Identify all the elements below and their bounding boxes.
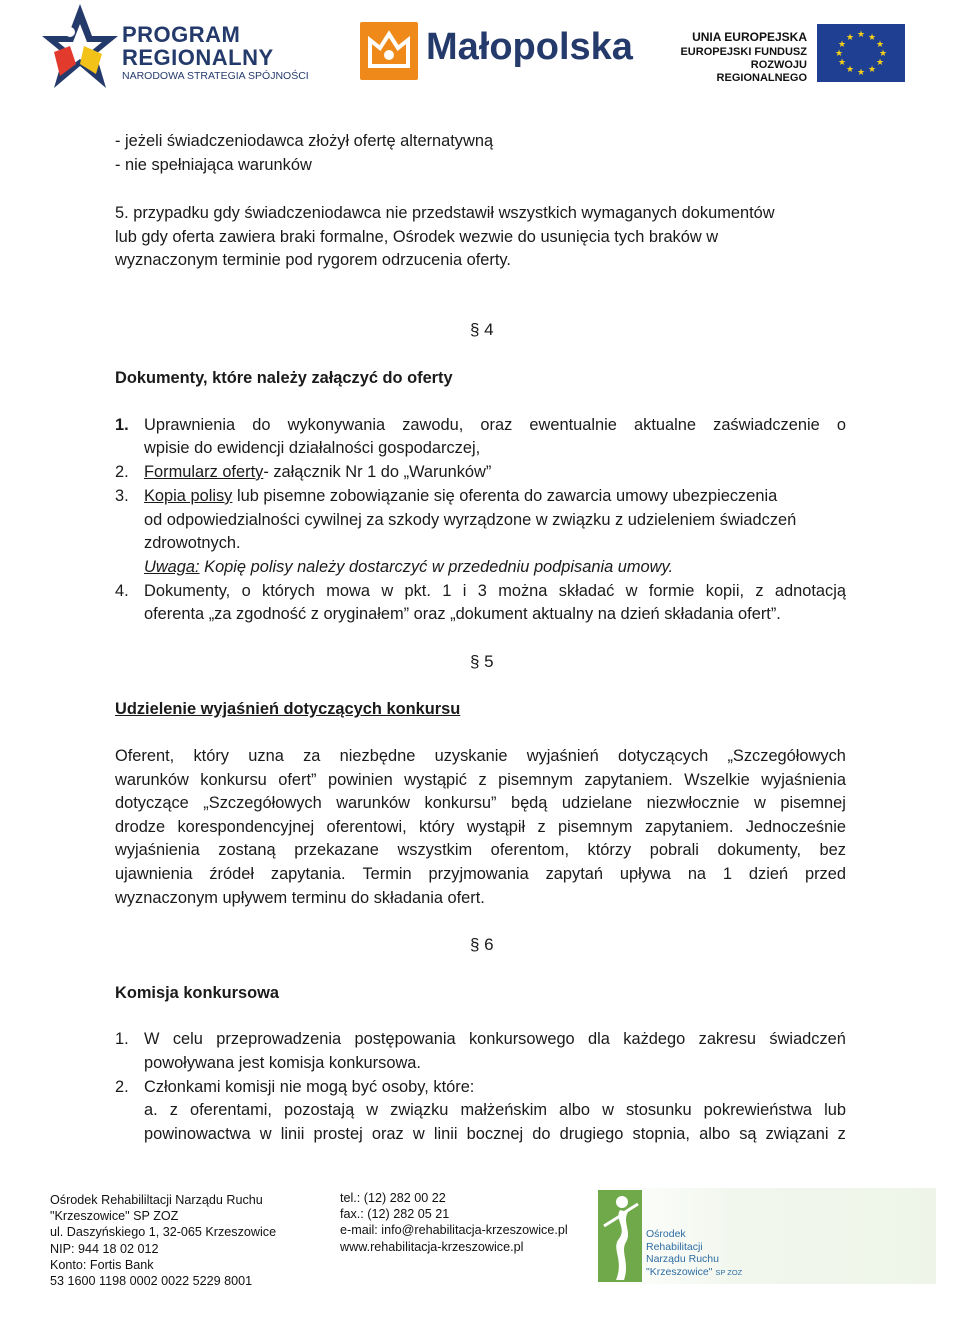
sec6-item2-line1: Członkami komisji nie mogą być osoby, które:	[144, 1078, 475, 1096]
sec4-item3-line1	[144, 485, 846, 509]
svg-text:★: ★	[837, 58, 847, 68]
footer-logo-line-1: Ośrodek	[646, 1228, 686, 1240]
sec4-item3-link: Kopia polisy	[144, 487, 233, 505]
sec5-line-5: wyjaśnienia zostaną przekazane wszystkim oferentom, którzy pobrali dokumenty, bez	[115, 841, 846, 860]
eu-line2: EUROPEJSKI FUNDUSZ	[680, 46, 807, 58]
footer-fax: fax.: (12) 282 05 21	[340, 1207, 450, 1222]
sec6-item2-number: 2.	[115, 1078, 129, 1096]
sec5-line-3: dotyczące „Szczegółowych warunków konkursu” będą udzielane niezwłocznie w pisemnej	[115, 794, 846, 813]
section-5-heading: Udzielenie wyjaśnień dotyczących konkursu	[115, 700, 461, 718]
footer-left-line-3: ul. Daszyńskiego 1, 32-065 Krzeszowice	[50, 1225, 277, 1240]
sec6-item2a-line2-text: powinowactwa w linii prostej oraz w linii bocznej do drugiego stopnia, albo są związani z	[144, 1125, 846, 1143]
sec6-item2a-line1-text: a. z oferentami, pozostają w związku małżeńskim albo w stosunku pokrewieństwa lub	[144, 1101, 846, 1119]
svg-text:★: ★	[845, 65, 855, 75]
footer-address-block	[50, 1192, 276, 1289]
sec4-item1-line1	[144, 414, 846, 438]
sec6-item1-line2: powoływana jest komisja konkursowa.	[144, 1054, 421, 1072]
sec5-line-4: drodze korespondencyjnej oferentowi, który wystąpił z pisemnym zapytaniem. Jednocześnie	[115, 817, 846, 836]
footer-left-line-1: Ośrodek Rehabililtacji Narządu Ruchu	[50, 1193, 263, 1207]
section-4-symbol: § 4	[470, 320, 494, 339]
sec5-line-1: Oferent, który uzna za niezbędne uzyskanie wyjaśnień dotyczących „Szczegółowych	[115, 747, 846, 765]
footer-contact-block	[340, 1190, 568, 1255]
footer-logo-spzoz: SP ZOZ	[715, 1267, 743, 1277]
sec4-item2-rest: - załącznik Nr 1 do „Warunków”	[263, 463, 492, 481]
svg-text:★: ★	[867, 65, 877, 75]
eu-line3: ROZWOJU REGIONALNEGO	[716, 59, 807, 84]
sec6-item2a-line1	[144, 1099, 846, 1123]
eu-flag-icon	[817, 24, 905, 82]
sec4-item4-number: 4.	[115, 582, 129, 600]
program-title-line1: PROGRAM	[122, 22, 241, 47]
footer-website: www.rehabilitacja-krzeszowice.pl	[340, 1239, 524, 1254]
figure-silhouette-icon	[598, 1190, 642, 1282]
top-line-1: - jeżeli świadczeniodawca złożył ofertę alternatywną	[115, 132, 494, 150]
section-6-heading: Komisja konkursowa	[115, 984, 279, 1002]
footer-left-line-2: "Krzeszowice" SP ZOZ	[50, 1209, 179, 1224]
sec6-item1-line1	[144, 1028, 846, 1052]
section-4-heading: Dokumenty, które należy załączyć do oferty	[115, 369, 453, 387]
section-6-symbol: § 6	[470, 935, 494, 954]
top-line-2: - nie spełniająca warunków	[115, 156, 312, 174]
sec4-note-text: Kopię polisy należy dostarczyć w przededniu podpisania umowy.	[199, 558, 674, 576]
footer-logo-line-4	[646, 1266, 742, 1280]
sec4-item2-number: 2.	[115, 463, 129, 481]
footer-left-line-4: NIP: 944 18 02 012	[50, 1241, 159, 1256]
sec4-note	[144, 556, 846, 580]
sec4-item3-rest: lub pisemne zobowiązanie się oferenta do zawarcia umowy ubezpieczenia	[232, 487, 778, 505]
sec4-item3-line3: zdrowotnych.	[144, 534, 241, 552]
sec4-item2-link: Formularz oferty	[144, 463, 264, 481]
eu-logo	[660, 24, 905, 82]
section-5-symbol: § 5	[470, 652, 494, 671]
sec5-line-2: warunków konkursu ofert” powinien wystąpić z pisemnym zapytaniem. Wszelkie wyjaśnienia	[115, 770, 846, 789]
sec4-item1-line2: wpisie do ewidencji działalności gospodarczej,	[144, 439, 481, 457]
sec4-note-label: Uwaga:	[144, 558, 200, 576]
sec5-line-7: wyznaczonym upływem terminu do składania ofert.	[115, 888, 485, 907]
svg-text:★: ★	[845, 33, 855, 43]
footer-clinic-logo	[596, 1188, 936, 1284]
sec4-item2-line	[144, 461, 846, 485]
sec5-line-6: ujawnienia źródeł zapytania. Termin przyjmowania zapytań upływa na 1 dzień przed	[115, 864, 846, 883]
star-logo-icon	[40, 2, 120, 90]
sec4-item4-line1	[144, 580, 846, 604]
point5-line-3: wyznaczonym terminie pod rygorem odrzucenia oferty.	[115, 251, 511, 269]
sec6-item1-number: 1.	[115, 1030, 129, 1048]
svg-text:★: ★	[834, 49, 844, 59]
sec6-item1-line1-text: W celu przeprowadzenia postępowania konkursowego dla każdego zakresu świadczeń	[144, 1030, 846, 1048]
footer-logo-name: "Krzeszowice"	[646, 1265, 713, 1278]
section-5-paragraph	[115, 745, 846, 910]
svg-text:★: ★	[878, 49, 888, 59]
svg-text:★: ★	[856, 68, 866, 78]
sec6-item2a-line2	[144, 1123, 846, 1147]
svg-text:★: ★	[867, 33, 877, 43]
malopolska-crest-icon	[360, 22, 418, 80]
point5-line-2: lub gdy oferta zawiera braki formalne, Ośrodek wezwie do usunięcia tych braków w	[115, 228, 719, 246]
footer-phone: tel.: (12) 282 00 22	[340, 1191, 446, 1205]
footer-left-line-5: Konto: Fortis Bank	[50, 1257, 154, 1272]
program-title-line2: REGIONALNY	[122, 45, 274, 70]
sec4-item1-number: 1.	[115, 416, 129, 434]
malopolska-wordmark: Małopolska	[426, 26, 633, 68]
point5-line-1: 5. przypadku gdy świadczeniodawca nie przedstawił wszystkich wymaganych dokumentów	[115, 204, 775, 222]
sec4-item3-number: 3.	[115, 487, 129, 505]
sec4-item3-line2: od odpowiedzialności cywilnej za szkody wyrządzone w związku z udzieleniem świadczeń	[144, 511, 797, 529]
svg-text:★: ★	[875, 58, 885, 68]
eu-line1: UNIA EUROPEJSKA	[692, 30, 807, 44]
footer-logo-line-2: Rehabilitacji	[646, 1240, 703, 1253]
footer-logo-line-3: Narządu Ruchu	[646, 1253, 719, 1266]
svg-text:★: ★	[837, 40, 847, 50]
footer-logo-text	[646, 1228, 742, 1279]
footer-left-line-6: 53 1600 1198 0002 0022 5229 8001	[50, 1274, 253, 1289]
sec4-item1-line1-text: Uprawnienia do wykonywania zawodu, oraz ewentualnie aktualne zaświadczenie o	[144, 416, 846, 434]
sec4-item4-line1-text: Dokumenty, o których mowa w pkt. 1 i 3 można składać w formie kopii, z adnotacją	[144, 582, 846, 600]
malopolska-logo	[360, 22, 650, 82]
footer-email: e-mail: info@rehabilitacja-krzeszowice.pl	[340, 1223, 568, 1238]
svg-text:★: ★	[856, 30, 866, 40]
program-subtitle: NARODOWA STRATEGIA SPÓJNOŚCI	[122, 70, 309, 82]
svg-text:★: ★	[875, 40, 885, 50]
sec4-item4-line2: oferenta „za zgodność z oryginałem” oraz „dokument aktualny na dzień składania ofert”.	[144, 605, 781, 623]
program-regionalny-logo	[40, 2, 330, 90]
